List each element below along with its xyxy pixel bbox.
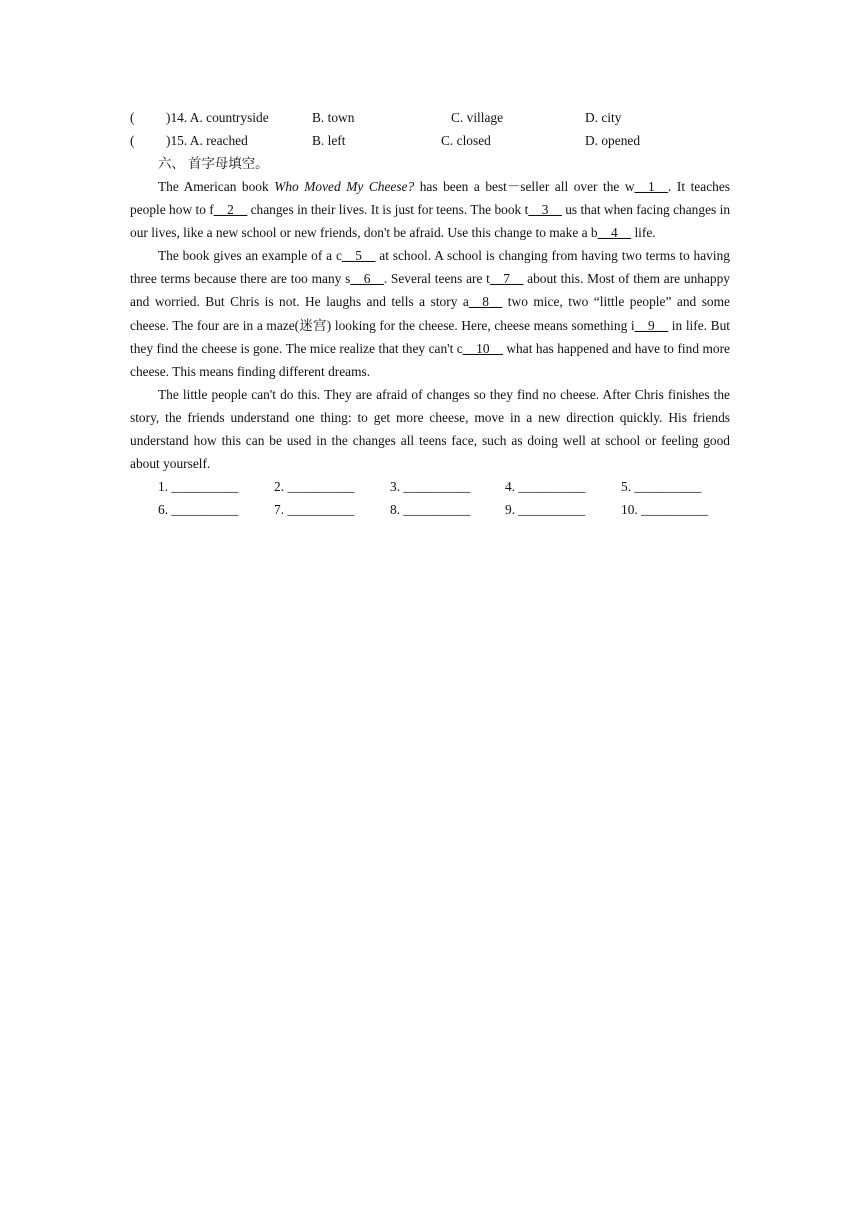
- paragraph-3: The little people can't do this. They are afraid of changes so they find no cheese. After Chris finishes the story, the friends understand one thing: to get more cheese, move in a new direction quickly. His friends understand how this can be used in the changes all teens face, such as doing well at school or feeling good about yourself.: [130, 386, 730, 472]
- section-title: 六、 首字母填空。: [158, 156, 269, 171]
- answer-slot-9[interactable]: 9. __________: [505, 502, 586, 518]
- answer-slot-3[interactable]: 3. __________: [390, 479, 471, 495]
- option-b: B. town: [312, 110, 355, 125]
- option-d: D. opened: [585, 133, 641, 148]
- answer-slot-1[interactable]: 1. __________: [158, 479, 239, 495]
- answer-slot-5[interactable]: 5. __________: [621, 479, 702, 495]
- text-run: about this. Most of them are unhappy and worried. But Chris is not. He laughs and tells a story a: [130, 271, 730, 310]
- blank-6: __6__: [350, 271, 384, 287]
- text-run: The American book: [158, 179, 275, 194]
- option-b: B. left: [312, 133, 346, 148]
- blank-3: __3__: [528, 202, 562, 218]
- answer-row-2: [130, 498, 730, 521]
- text-run: two mice, two “little people” and some cheese. The four are in a maze(迷宫) looking for the cheese. Here, cheese means something i: [130, 294, 730, 333]
- answer-slot-4[interactable]: 4. __________: [505, 479, 586, 495]
- text-run: . Several teens are t: [383, 271, 490, 287]
- option-a: )14. A. countryside: [166, 110, 269, 125]
- book-title: Who Moved My Cheese?: [274, 179, 415, 194]
- text-run: has been a best－seller all over the w: [414, 179, 635, 194]
- answer-slot-6[interactable]: 6. __________: [158, 502, 239, 518]
- option-c: C. closed: [441, 133, 491, 148]
- blank-8: __8__: [468, 294, 503, 310]
- text-run: life.: [631, 225, 656, 241]
- question-14: [130, 106, 730, 129]
- blank-2: __2__: [213, 202, 248, 218]
- answer-paren: (: [130, 133, 135, 148]
- blank-10: __10__: [462, 340, 503, 356]
- blank-5: __5__: [341, 248, 376, 264]
- option-c: C. village: [451, 110, 504, 125]
- paragraph-1: [130, 175, 730, 244]
- text-run: at school. A school is changing from having two terms to having three terms because there are too many s: [130, 248, 730, 287]
- blank-1: __1__: [634, 179, 669, 194]
- answer-slot-7[interactable]: 7. __________: [274, 502, 355, 518]
- text-run: in life. But they find the cheese is gone. The mice realize that they can't c: [130, 317, 731, 356]
- answer-paren: (: [130, 110, 135, 125]
- answer-slot-2[interactable]: 2. __________: [274, 479, 355, 495]
- worksheet-page: [130, 106, 730, 521]
- option-d: D. city: [585, 110, 622, 125]
- text-run: changes in their lives. It is just for teens. The book t: [247, 202, 529, 218]
- text-run: what has happened and have to find more cheese. This means finding different dreams.: [130, 340, 730, 379]
- answer-slot-8[interactable]: 8. __________: [390, 502, 471, 518]
- question-15: [130, 129, 730, 152]
- option-a: )15. A. reached: [166, 133, 248, 148]
- blank-4: __4__: [597, 225, 632, 241]
- answer-slot-10[interactable]: 10. __________: [621, 502, 709, 518]
- paragraph-2: [130, 244, 730, 383]
- text-run: The book gives an example of a c: [158, 248, 342, 264]
- text-run: . It teaches people how to f: [130, 179, 730, 218]
- blank-7: __7__: [489, 271, 524, 287]
- blank-9: __9__: [634, 317, 669, 333]
- answer-row-1: [130, 475, 730, 498]
- text-run: us that when facing changes in our lives, like a new school or new friends, don't be afraid. Use this change to make a b: [130, 202, 731, 241]
